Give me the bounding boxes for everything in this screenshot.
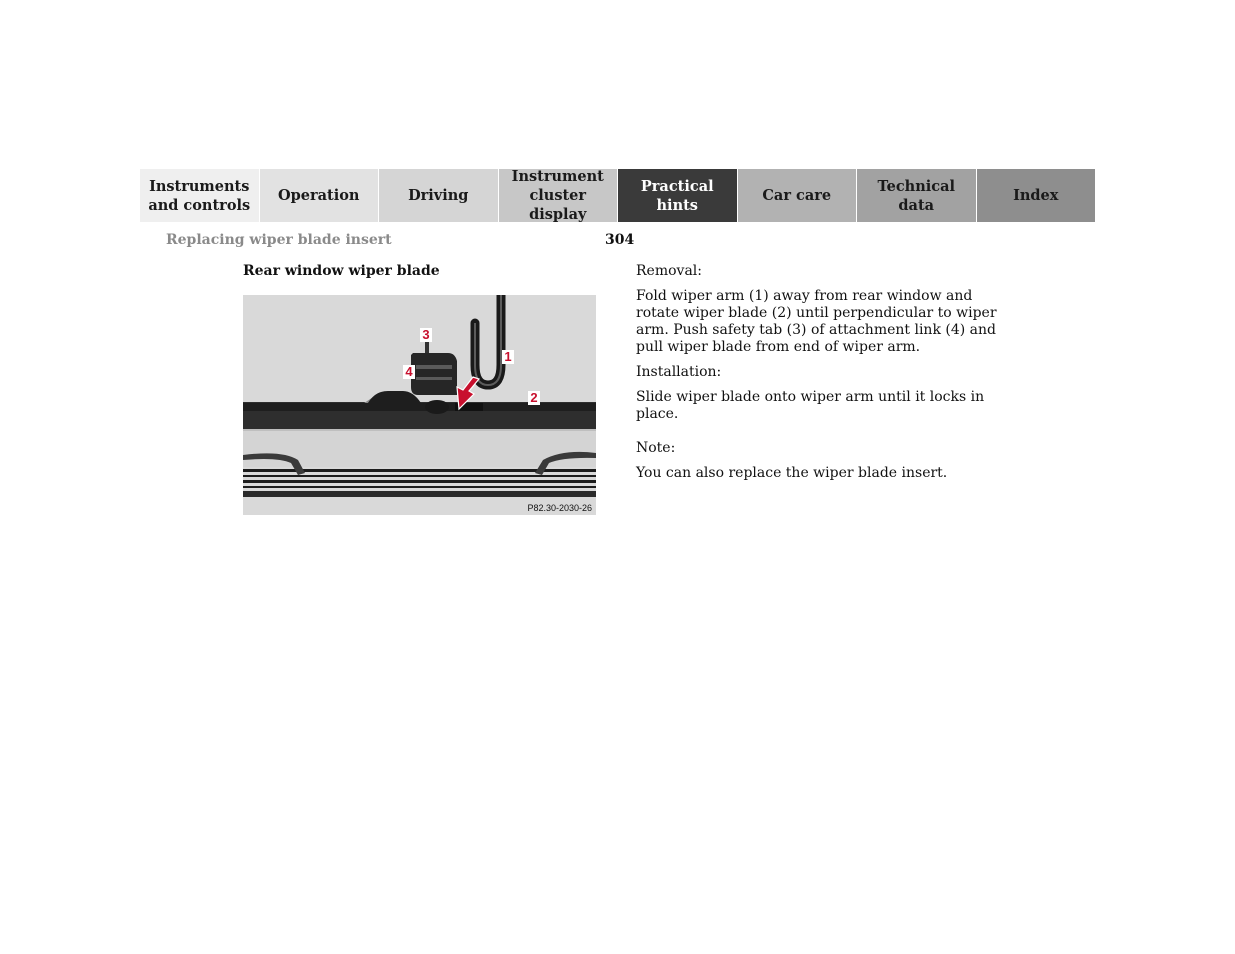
page-number: 304 — [605, 232, 635, 248]
removal-label: Removal: — [636, 263, 702, 279]
callout-3: 3 — [420, 328, 432, 342]
tab-label: Operation — [278, 187, 360, 204]
figure-code: P82.30-2030-26 — [527, 503, 592, 513]
tab-label: Instrument cluster display — [511, 168, 604, 223]
tab-index[interactable] — [977, 169, 1096, 222]
tab-label: Driving — [408, 187, 469, 204]
callout-2: 2 — [528, 391, 540, 405]
section-tab-bar — [140, 169, 1095, 222]
tab-instruments-and-controls[interactable] — [140, 169, 259, 222]
tab-car-care[interactable] — [738, 169, 857, 222]
removal-text: Fold wiper arm (1) away from rear window and rotate wiper blade (2) until perpendicular to wiper arm. Push safety tab (3) of attachment link (4) and pull wiper blade from end of wiper arm. — [636, 288, 997, 355]
tab-operation[interactable] — [260, 169, 379, 222]
installation-label: Installation: — [636, 364, 722, 380]
tab-driving[interactable] — [379, 169, 498, 222]
tab-instrument-cluster-display[interactable] — [499, 169, 618, 222]
tab-technical-data[interactable] — [857, 169, 976, 222]
figure-heading: Rear window wiper blade — [243, 263, 440, 279]
installation-text: Slide wiper blade onto wiper arm until it locks in place. — [636, 389, 985, 422]
section-title: Replacing wiper blade insert — [166, 232, 392, 248]
note-text: You can also replace the wiper blade insert. — [636, 465, 948, 481]
tab-label: Index — [1013, 187, 1059, 204]
tab-label: Practical hints — [640, 177, 714, 214]
tab-practical-hints[interactable] — [618, 169, 737, 222]
callout-4: 4 — [403, 365, 415, 379]
callout-1: 1 — [502, 350, 514, 364]
note-label: Note: — [636, 440, 676, 456]
tab-label: Car care — [762, 187, 832, 204]
tab-label: Instruments and controls — [148, 177, 251, 214]
instructions — [636, 263, 1006, 482]
tab-label: Technical data — [877, 177, 955, 214]
wiper-blade-illustration — [243, 295, 596, 515]
